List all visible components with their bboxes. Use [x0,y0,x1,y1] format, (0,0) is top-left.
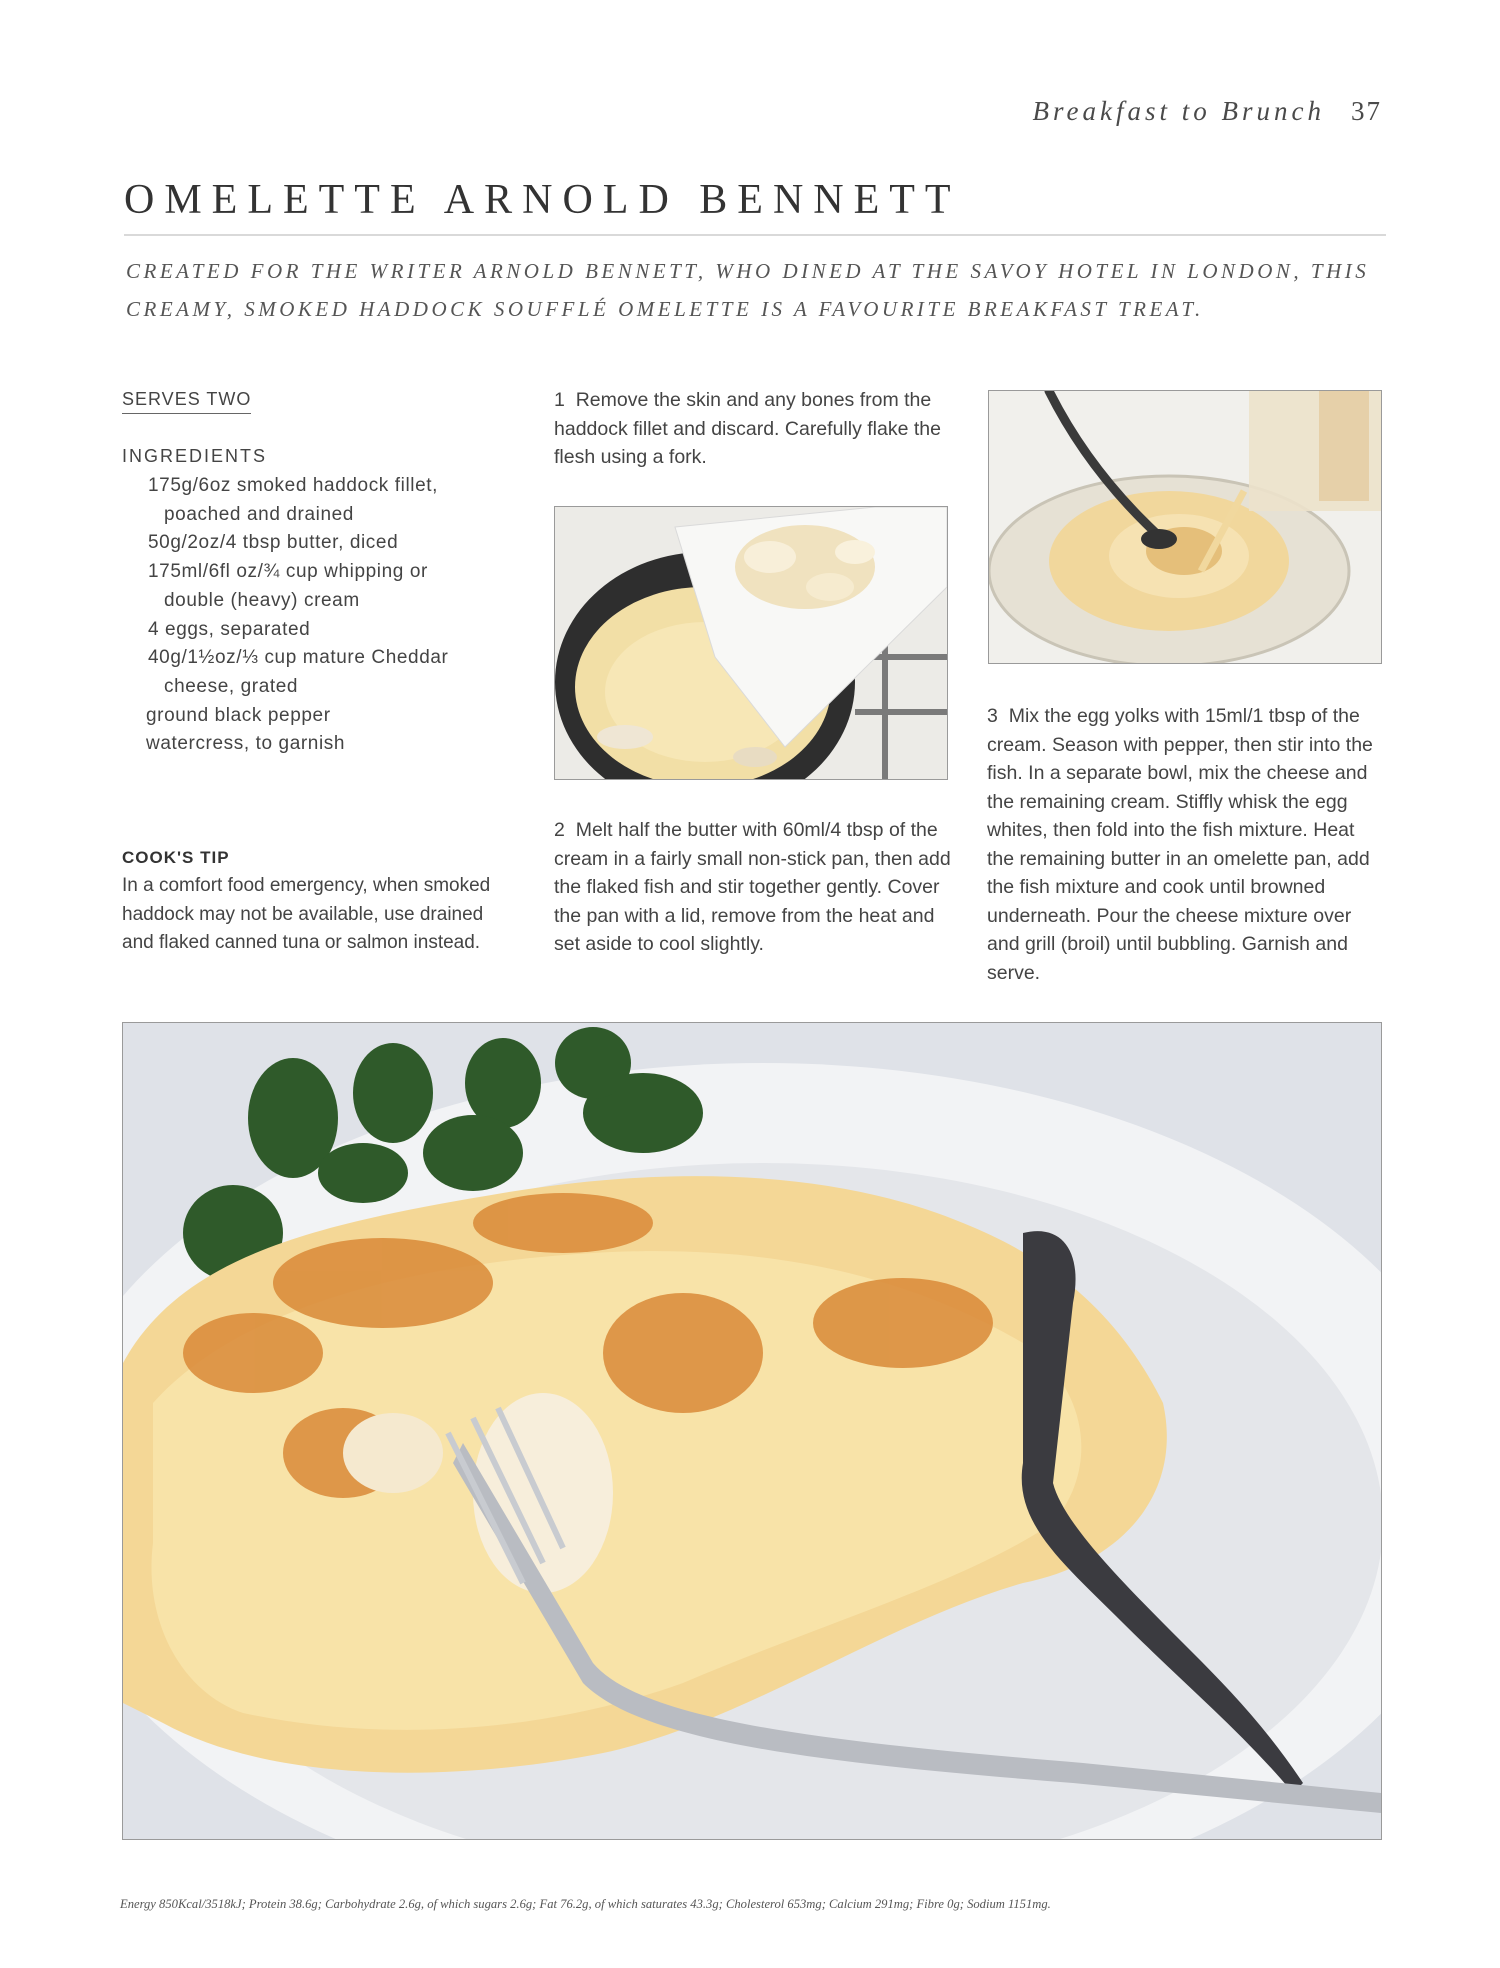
ingredient-item: 40g/1½oz/⅓ cup mature Cheddar cheese, grated [148,647,449,697]
step-3-photo [988,390,1382,664]
ingredient-item: 175g/6oz smoked haddock fillet, poached and drained [148,475,439,525]
serves-label: SERVES TWO [122,389,251,414]
step-1-photo [554,506,948,780]
ingredients-heading: INGREDIENTS [122,446,268,466]
ingredient-item: 4 eggs, separated [148,618,311,640]
step-text: Melt half the butter with 60ml/4 tbsp of the cream in a fairly small non-stick pan, then add the flaked fish and stir together gently. Cover the pan with a lid, remove from the heat and set aside to cool slightly. [554,819,951,955]
section-title: Breakfast to Brunch [1032,96,1325,126]
ingredient-item: 175ml/6fl oz/¾ cup whipping or double (heavy) cream [148,561,428,611]
cooks-tip-text: In a comfort food emergency, when smoked haddock may not be available, use drained and flaked canned tuna or salmon instead. [122,875,491,954]
ingredient-item: 50g/2oz/4 tbsp butter, diced [148,532,399,554]
step-text: Mix the egg yolks with 15ml/1 tbsp of the cream. Season with pepper, then stir into the fish. In a separate bowl, mix the cheese and the remaining cream. Stiffly whisk the egg whites, then fold into the fish mixture. Heat the remaining butter in an omelette pan, add the fish mixture and cook until browned underneath. Pour the cheese mixture over and grill (broil) until bubbling. Garnish and serve. [987,705,1373,984]
step-text: Remove the skin and any bones from the haddock fillet and discard. Carefully flake the flesh using a fork. [554,389,941,468]
ingredients-list [148,472,493,759]
step-1 [554,386,954,472]
step-2 [554,816,954,959]
nutrition-info: Energy 850Kcal/3518kJ; Protein 38.6g; Carbohydrate 2.6g, of which sugars 2.6g; Fat 76.2g, of which saturates 43.3g; Cholesterol 653mg; Calcium 291mg; Fibre 0g; Sodium 1151mg. [120,1897,1051,1911]
page-number: 37 [1351,96,1382,126]
step-number: 1 [554,389,565,411]
title-divider [124,234,1386,236]
running-head [1033,96,1382,127]
omelette-photo [122,1022,1382,1840]
step-number: 3 [987,705,998,727]
recipe-title: OMELETTE ARNOLD BENNETT [124,177,961,223]
cooks-tip-heading: COOK'S TIP [122,848,230,867]
step-number: 2 [554,819,565,841]
step-3 [987,702,1380,987]
ingredient-item: ground black pepper [146,704,331,726]
recipe-intro: CREATED FOR THE WRITER ARNOLD BENNETT, WHO DINED AT THE SAVOY HOTEL IN LONDON, THIS CREAMY, SMOKED HADDOCK SOUFFLÉ OMELETTE IS A FAVOURITE BREAKFAST TREAT. [126,259,1370,321]
ingredient-item: watercress, to garnish [146,733,346,755]
